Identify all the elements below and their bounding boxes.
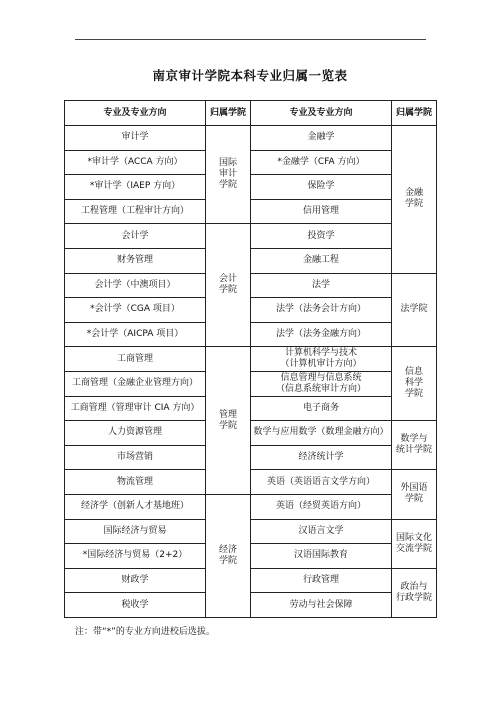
- major-affiliation-table: [64, 100, 437, 618]
- table-row: [65, 544, 437, 569]
- footnote: 注：带“*”的专业方向进校后选拔。: [75, 627, 215, 637]
- major-left-cell: 人力资源管理: [65, 421, 206, 446]
- major-right-cell: [251, 445, 392, 470]
- major-left-cell: 工商管理: [65, 347, 206, 372]
- major-left-cell: 财务管理: [65, 248, 206, 273]
- major-right-cell: [251, 470, 392, 495]
- major-right-line: 劳动与社会保障: [289, 599, 353, 610]
- major-right-line: 汉语国际教育: [293, 550, 348, 561]
- college-name-line: 学院: [218, 555, 237, 566]
- major-right-cell: [251, 322, 392, 347]
- major-right-line: 金融学: [307, 132, 335, 143]
- college-name-line: 统计学院: [395, 445, 432, 456]
- major-left-cell: *审计学（ACCA 方向）: [65, 150, 206, 175]
- major-right-line: 行政管理: [302, 574, 339, 585]
- college-name-line: 学院: [404, 199, 423, 210]
- table-row: [65, 126, 437, 151]
- major-right-cell: [251, 150, 392, 175]
- major-right-cell: [251, 175, 392, 200]
- college-name-line: 法学院: [400, 304, 428, 315]
- major-left-cell: 经济学（创新人才基地班）: [65, 494, 206, 519]
- college-right-cell: [392, 470, 437, 519]
- major-left-cell: 国际经济与贸易: [65, 519, 206, 544]
- college-name-line: 审计: [218, 169, 237, 180]
- major-right-cell: [251, 519, 392, 544]
- college-name-line: 管理: [218, 409, 237, 420]
- major-right-cell: [251, 199, 392, 224]
- major-left-cell: 市场营销: [65, 445, 206, 470]
- college-name-line: 行政学院: [395, 592, 432, 603]
- table-row: [65, 445, 437, 470]
- major-right-line: 汉语言文学: [298, 525, 344, 536]
- major-left-cell: *国际经济与贸易（2+2）: [65, 544, 206, 569]
- table-row: [65, 347, 437, 372]
- college-name-line: 外国语: [400, 483, 428, 494]
- college-name-line: 国际: [218, 158, 237, 169]
- major-left-cell: *会计学（CGA 项目）: [65, 298, 206, 323]
- major-right-cell: [251, 421, 392, 446]
- table-body: [65, 126, 437, 618]
- major-right-cell: [251, 224, 392, 249]
- major-right-line: *金融学（CFA 方向）: [277, 156, 365, 167]
- major-right-line: （信息系统审计方向）: [275, 383, 366, 394]
- college-name-line: 学院: [218, 420, 237, 431]
- major-right-cell: [251, 494, 392, 519]
- major-right-cell: [251, 248, 392, 273]
- major-right-line: 金融工程: [302, 255, 339, 266]
- major-right-cell: [251, 593, 392, 618]
- major-right-line: （计算机审计方向）: [280, 359, 362, 370]
- major-right-line: 法学（法务会计方向）: [275, 304, 366, 315]
- major-left-cell: 工程管理（工程审计方向）: [65, 199, 206, 224]
- table-row: [65, 519, 437, 544]
- major-right-cell: [251, 568, 392, 593]
- header-major-left: 专业及专业方向: [65, 101, 206, 126]
- header-major-right: 专业及专业方向: [251, 101, 392, 126]
- college-right-cell: [392, 568, 437, 617]
- college-name-line: 国际文化: [395, 532, 432, 543]
- major-right-cell: [251, 126, 392, 151]
- table-row: [65, 175, 437, 200]
- major-right-cell: [251, 371, 392, 396]
- college-name-line: 学院: [404, 389, 423, 400]
- header-college-left: 归属学院: [206, 101, 251, 126]
- college-name-line: 金融: [404, 188, 423, 199]
- table-row: [65, 273, 437, 298]
- college-name-line: 交流学院: [395, 543, 432, 554]
- major-right-line: 数学与应用数学（数理金融方向）: [253, 427, 389, 438]
- table-row: [65, 396, 437, 421]
- major-left-cell: 审计学: [65, 126, 206, 151]
- table-row: [65, 568, 437, 593]
- major-right-line: 计算机科学与技术: [284, 348, 357, 359]
- major-right-cell: [251, 298, 392, 323]
- table-row: [65, 199, 437, 224]
- major-left-cell: 物流管理: [65, 470, 206, 495]
- college-left-cell: [206, 494, 251, 617]
- college-left-cell: [206, 126, 251, 224]
- table-row: [65, 470, 437, 495]
- table-row: [65, 150, 437, 175]
- college-right-cell: [392, 273, 437, 347]
- major-right-cell: [251, 544, 392, 569]
- major-left-cell: *审计学（IAEP 方向）: [65, 175, 206, 200]
- table-row: [65, 371, 437, 396]
- table-row: [65, 248, 437, 273]
- major-left-cell: *会计学（AICPA 项目）: [65, 322, 206, 347]
- major-right-line: 信用管理: [302, 206, 339, 217]
- major-left-cell: 工商管理（金融企业管理方向）: [65, 371, 206, 396]
- college-name-line: 科学: [404, 378, 423, 389]
- table-row: [65, 421, 437, 446]
- table-row: [65, 298, 437, 323]
- major-right-cell: [251, 396, 392, 421]
- major-right-cell: [251, 273, 392, 298]
- college-right-cell: [392, 421, 437, 470]
- table-row: [65, 494, 437, 519]
- major-left-cell: 会计学: [65, 224, 206, 249]
- table-row: [65, 593, 437, 618]
- major-right-line: 信息管理与信息系统: [280, 372, 362, 383]
- major-right-line: 英语（经贸英语方向）: [275, 501, 366, 512]
- header-college-right: 归属学院: [392, 101, 437, 126]
- college-left-cell: [206, 347, 251, 495]
- major-right-line: 电子商务: [302, 402, 339, 413]
- college-name-line: 学院: [218, 285, 237, 296]
- college-name-line: 经济: [218, 544, 237, 555]
- major-left-cell: 会计学（中澳项目）: [65, 273, 206, 298]
- major-left-cell: 财政学: [65, 568, 206, 593]
- major-left-cell: 税收学: [65, 593, 206, 618]
- major-right-line: 保险学: [307, 181, 335, 192]
- major-right-line: 投资学: [307, 230, 335, 241]
- college-name-line: 信息: [404, 367, 423, 378]
- top-rule: [75, 39, 426, 40]
- college-name-line: 会计: [218, 274, 237, 285]
- table-row: [65, 322, 437, 347]
- college-right-cell: [392, 519, 437, 568]
- college-right-cell: [392, 347, 437, 421]
- major-right-line: 法学: [311, 279, 330, 290]
- college-name-line: 学院: [218, 180, 237, 191]
- college-name-line: 政治与: [400, 581, 428, 592]
- college-left-cell: [206, 224, 251, 347]
- major-right-line: 法学（法务金融方向）: [275, 329, 366, 340]
- college-right-cell: [392, 126, 437, 274]
- major-right-cell: [251, 347, 392, 372]
- table-row: [65, 224, 437, 249]
- page-title: 南京审计学院本科专业归属一览表: [152, 68, 348, 83]
- header-row: [65, 101, 437, 126]
- college-name-line: 数学与: [400, 434, 428, 445]
- college-name-line: 学院: [404, 494, 423, 505]
- major-left-cell: 工商管理（管理审计 CIA 方向）: [65, 396, 206, 421]
- major-right-line: 英语（英语语言文学方向）: [266, 476, 375, 487]
- major-right-line: 经济统计学: [298, 452, 344, 463]
